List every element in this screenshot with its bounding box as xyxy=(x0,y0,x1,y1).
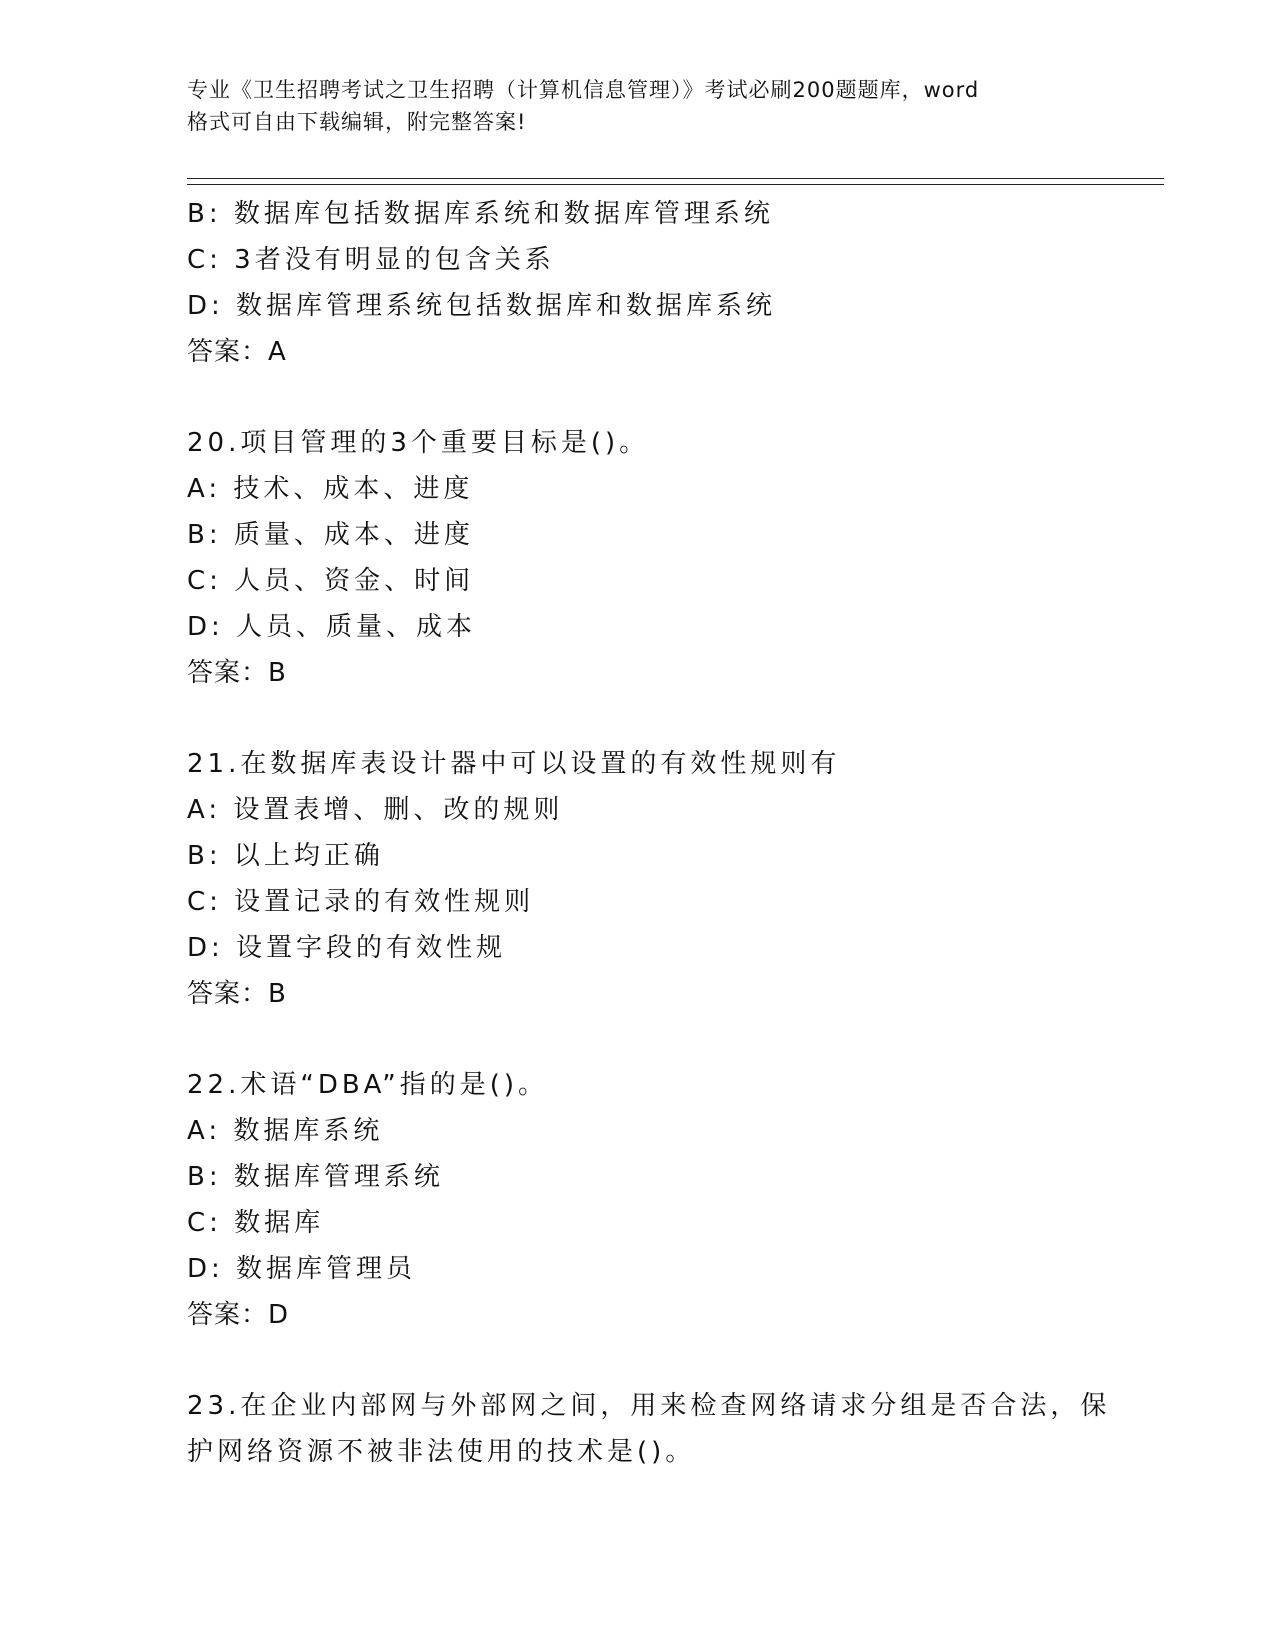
option-c: C: 设置记录的有效性规则 xyxy=(187,887,535,917)
option-a: A: 数据库系统 xyxy=(187,1116,384,1146)
question-block-23 xyxy=(187,1383,1111,1475)
option-d: D: 设置字段的有效性规 xyxy=(187,933,507,963)
option-c: C: 数据库 xyxy=(187,1208,325,1238)
option-b: B: 质量、成本、进度 xyxy=(187,520,474,550)
option-c: C: 3者没有明显的包含关系 xyxy=(187,245,555,275)
question-block-20 xyxy=(187,420,1087,696)
header-line-1: 专业《卫生招聘考试之卫生招聘（计算机信息管理）》考试必刷200题题库，word xyxy=(187,78,980,102)
question-block-19 xyxy=(187,191,1087,375)
option-d: D: 数据库管理系统包括数据库和数据库系统 xyxy=(187,291,777,321)
option-b: B: 数据库管理系统 xyxy=(187,1162,444,1192)
option-b: B: 数据库包括数据库系统和数据库管理系统 xyxy=(187,199,774,229)
answer-label: 答案：B xyxy=(187,658,287,688)
document-header xyxy=(187,74,1087,138)
question-block-22 xyxy=(187,1062,1087,1338)
question-text-line-2: 护网络资源不被非法使用的技术是()。 xyxy=(187,1437,696,1467)
question-text: 20.项目管理的3个重要目标是()。 xyxy=(187,428,650,458)
header-line-2: 格式可自由下载编辑，附完整答案! xyxy=(187,110,527,134)
option-d: D: 数据库管理员 xyxy=(187,1254,417,1284)
option-a: A: 技术、成本、进度 xyxy=(187,474,474,504)
spacer xyxy=(187,1017,1087,1062)
spacer xyxy=(187,1338,1087,1383)
option-a: A: 设置表增、删、改的规则 xyxy=(187,795,564,825)
spacer xyxy=(187,696,1087,741)
question-text: 22.术语“DBA”指的是()。 xyxy=(187,1070,549,1100)
question-text-line-1: 23.在企业内部网与外部网之间，用来检查网络请求分组是否合法，保 xyxy=(187,1391,1111,1421)
option-c: C: 人员、资金、时间 xyxy=(187,566,475,596)
answer-label: 答案：D xyxy=(187,1300,290,1330)
answer-label: 答案：A xyxy=(187,337,287,367)
option-b: B: 以上均正确 xyxy=(187,841,384,871)
header-rule-top xyxy=(187,178,1164,179)
question-block-21 xyxy=(187,741,1087,1017)
spacer xyxy=(187,375,1087,420)
question-list xyxy=(187,191,1111,1475)
question-text: 21.在数据库表设计器中可以设置的有效性规则有 xyxy=(187,749,841,779)
header-rule-bottom xyxy=(187,184,1164,185)
option-d: D: 人员、质量、成本 xyxy=(187,612,477,642)
answer-label: 答案：B xyxy=(187,979,287,1009)
